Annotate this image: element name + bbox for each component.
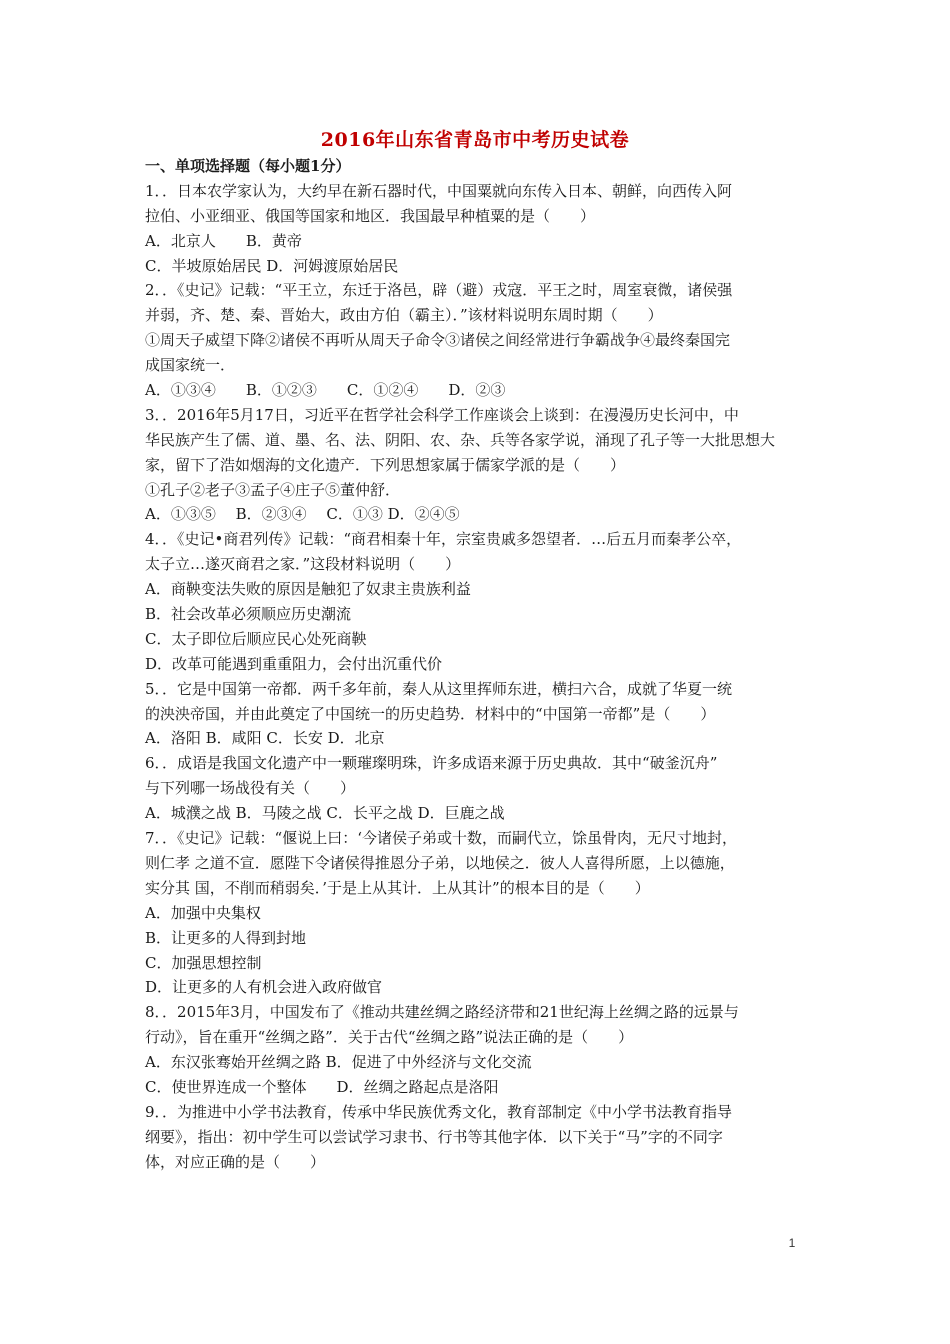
text-line: 实分其 国，不削而稍弱矣．’于是上从其计．上从其计”的根本目的是（ ） [145,878,650,897]
question-lines [145,179,810,1175]
text-line: 9．．为推进中小学书法教育，传承中华民族优秀文化，教育部制定《中小学书法教育指导 [145,1102,733,1121]
text-line: A．加强中央集权 [145,903,261,922]
text-line: 6．．成语是我国文化遗产中一颗璀璨明珠，许多成语来源于历史典故．其中“破釜沉舟” [145,754,718,773]
text-line: C．加强思想控制 [145,953,262,972]
text-line: 华民族产生了儒、道、墨、名、法、阴阳、农、杂、兵等各家学说，涌现了孔子等一大批思想大 [145,430,776,449]
text-line: 7．．《史记》记载：“偃说上曰：‘今诸侯子弟或十数，而嗣代立，馀虽骨肉，无尺寸地封， [145,829,737,848]
text-line: A．①③④ B．①②③ C．①②④ D．②③ [145,381,506,400]
page-number: 1 [788,1236,796,1250]
text-line: A．商鞅变法失败的原因是触犯了奴隶主贵族利益 [145,580,471,599]
document-body [145,154,810,1175]
text-line: C．使世界连成一个整体 D．丝绸之路起点是洛阳 [145,1077,499,1096]
text-line: B．社会改革必须顺应历史潮流 [145,605,352,624]
text-line: 体，对应正确的是（ ） [145,1152,326,1171]
text-line: C．半坡原始居民 D．河姆渡原始居民 [145,256,399,275]
text-line: 5．．它是中国第一帝都．两千多年前，秦人从这里挥师东进，横扫六合，成就了华夏一统 [145,679,733,698]
text-line: D．改革可能遇到重重阻力，会付出沉重代价 [145,654,443,673]
text-line: 4．．《史记•商君列传》记载：“商君相秦十年，宗室贵戚多怨望者．…后五月而秦孝公卒， [145,530,742,549]
text-line: 纲要》，指出：初中学生可以尝试学习隶书、行书等其他字体．以下关于“马”字的不同字 [145,1127,723,1146]
text-line: 3．．2016年5月17日，习近平在哲学社会科学工作座谈会上谈到：在漫漫历史长河中，中 [145,405,739,424]
text-line: 行动》，旨在重开“丝绸之路”．关于古代“丝绸之路”说法正确的是（ ） [145,1028,634,1047]
text-line: 与下列哪一场战役有关（ ） [145,779,356,798]
text-line: 2．．《史记》记载：“平王立，东迁于洛邑，辟（避）戎寇．平王之时，周室衰微，诸侯强 [145,281,733,300]
text-line: A．①③⑤ B．②③④ C．①③ D．②④⑤ [145,505,460,524]
text-line: ①孔子②老子③孟子④庄子⑤董仲舒． [145,480,401,499]
text-line: 8．．2015年3月，中国发布了《推动共建丝绸之路经济带和21世纪海上丝绸之路的远景与 [145,1003,739,1022]
text-line: 拉伯、小亚细亚、俄国等国家和地区．我国最早种植粟的是（ ） [145,206,596,225]
text-line: C．太子即位后顺应民心处死商鞅 [145,629,367,648]
text-line: 的泱泱帝国，并由此奠定了中国统一的历史趋势．材料中的“中国第一帝都”是（ ） [145,704,716,723]
page-title: 2016年山东省青岛市中考历史试卷 [320,129,630,151]
text-line: ①周天子威望下降②诸侯不再听从周天子命令③诸侯之间经常进行争霸战争④最终秦国完 [145,331,731,350]
text-line: A．城濮之战 B．马陵之战 C．长平之战 D．巨鹿之战 [145,804,505,823]
section-heading: 一、单项选择题（每小题1分） [145,157,351,175]
text-line: 1．．日本农学家认为，大约早在新石器时代，中国粟就向东传入日本、朝鲜，向西传入阿 [145,181,733,200]
text-line: D．让更多的人有机会进入政府做官 [145,978,383,997]
text-line: A．洛阳 B．咸阳 C．长安 D．北京 [145,729,385,748]
text-line: B．让更多的人得到封地 [145,928,307,947]
text-line: 则仁孝 之道不宣．愿陛下令诸侯得推恩分子弟，以地侯之．彼人人喜得所愿，上以德施， [145,853,735,872]
text-line: 并弱，齐、楚、秦、晋始大，政由方伯（霸主）．”该材料说明东周时期（ ） [145,306,663,325]
text-line: 太子立…遂灭商君之家．”这段材料说明（ ） [145,555,461,574]
text-line: 成国家统一． [145,356,236,375]
text-line: A．东汉张骞始开丝绸之路 B．促进了中外经济与文化交流 [145,1053,532,1072]
text-line: A．北京人 B．黄帝 [145,231,302,250]
text-line: 家，留下了浩如烟海的文化遗产．下列思想家属于儒家学派的是（ ） [145,455,626,474]
